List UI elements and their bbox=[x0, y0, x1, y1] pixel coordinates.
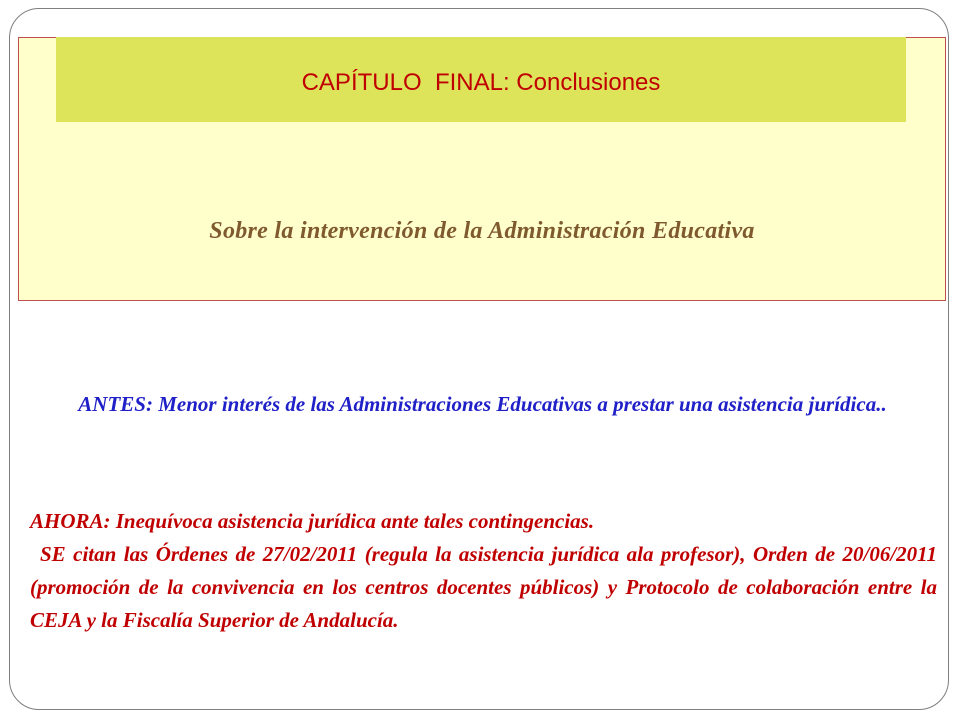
ahora-detail: SE citan las Órdenes de 27/02/2011 (regula la asistencia jurídica ala profesor), Orden de 20/06/2011 (promoción de la convivencia en los centros docentes públicos) y Protocolo de colaboración entre la CEJA y la Fiscalía Superior de Andalucía. bbox=[30, 542, 937, 632]
ahora-block bbox=[30, 505, 937, 637]
slide-title: CAPÍTULO FINAL: Conclusiones bbox=[301, 68, 661, 96]
ahora-lead: AHORA: Inequívoca asistencia jurídica ante tales contingencias. bbox=[30, 509, 595, 533]
antes-paragraph: ANTES: Menor interés de las Administraciones Educativas a prestar una asistencia jurídica.. bbox=[78, 392, 887, 416]
slide-subtitle: Sobre la intervención de la Administración Educativa bbox=[209, 218, 755, 244]
title-band bbox=[56, 37, 906, 122]
